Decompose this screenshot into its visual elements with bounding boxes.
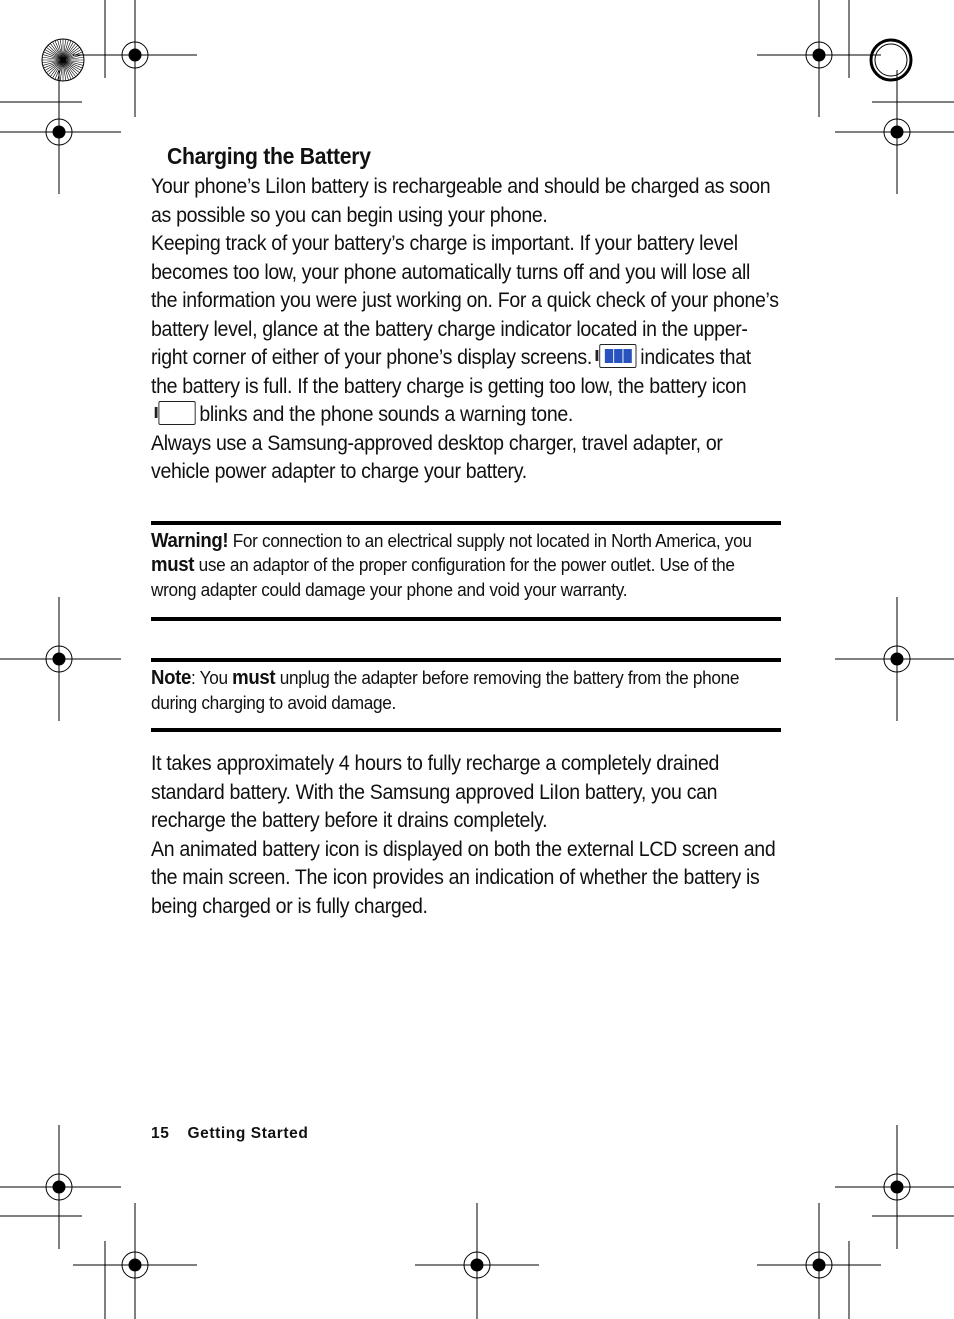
tracking-text-1: Keeping track of your battery’s charge is important. If your battery level becomes too low, your phone automatically turns off and you will lose all the information you were just working on. For a quick check of your phone’s battery level, glance at the battery charge indicator located in the upper-right corner of either of your phone’s display screens.: [151, 232, 779, 369]
crosshair-mark: [835, 1125, 954, 1249]
crosshair-mark: [415, 1203, 539, 1319]
warning-label: Warning!: [151, 529, 229, 552]
page-content: [151, 140, 781, 921]
battery-tracking-paragraph: [151, 230, 779, 430]
warning-text-1: For connection to an electrical supply not located in North America, you: [232, 529, 752, 551]
animated-icon-paragraph: An animated battery icon is displayed on both the external LCD screen and the main screen. The icon provides an indication of whether the battery is being charged or is fully charged.: [151, 837, 776, 918]
recharge-paragraph: It takes approximately 4 hours to fully recharge a completely drained standard battery. With the Samsung approved LiIon battery, you can recharge the battery before it drains completely.: [151, 752, 720, 832]
starburst-mark: [42, 39, 84, 81]
warning-box: [151, 521, 781, 622]
note-text-2: unplug the adapter before removing the battery from the phone during charging to avoid damage.: [151, 667, 740, 713]
intro-paragraph: Your phone’s LiIon battery is rechargeable and should be charged as soon as possible so you can begin using your phone.: [151, 175, 771, 227]
chapter-title: Getting Started: [187, 1125, 309, 1142]
crosshair-mark: [757, 0, 881, 117]
battery-empty-icon: [158, 401, 195, 425]
note-box: [151, 658, 781, 732]
crosshair-mark: [73, 0, 197, 117]
tracking-text-2: indicates that the battery is full. If the battery charge is getting too low, the battery icon: [151, 346, 751, 398]
tracking-text-3: blinks and the phone sounds a warning tone.: [199, 403, 574, 426]
section-heading: Charging the Battery: [167, 143, 371, 169]
page-number: 15: [151, 1125, 170, 1142]
page-footer: [151, 1125, 308, 1143]
crosshair-mark: [835, 70, 954, 194]
warning-text-2: use an adaptor of the proper configuration for the power outlet. Use of the wrong adapter could damage your phone and void your warranty.: [151, 554, 735, 600]
crosshair-mark: [0, 597, 121, 721]
crosshair-mark: [0, 70, 121, 194]
crosshair-mark: [835, 597, 954, 721]
crosshair-mark: [73, 1203, 197, 1319]
circle-mark: [871, 40, 911, 80]
warning-emphasis: must: [151, 554, 195, 576]
note-text-1: : You: [191, 667, 228, 688]
crosshair-mark: [0, 1125, 121, 1249]
crosshair-mark: [757, 1203, 881, 1319]
note-emphasis: must: [232, 667, 276, 689]
charger-paragraph: Always use a Samsung-approved desktop charger, travel adapter, or vehicle power adapter to charge your battery.: [151, 431, 723, 483]
battery-full-icon: [599, 344, 636, 368]
note-label: Note: [151, 667, 192, 689]
